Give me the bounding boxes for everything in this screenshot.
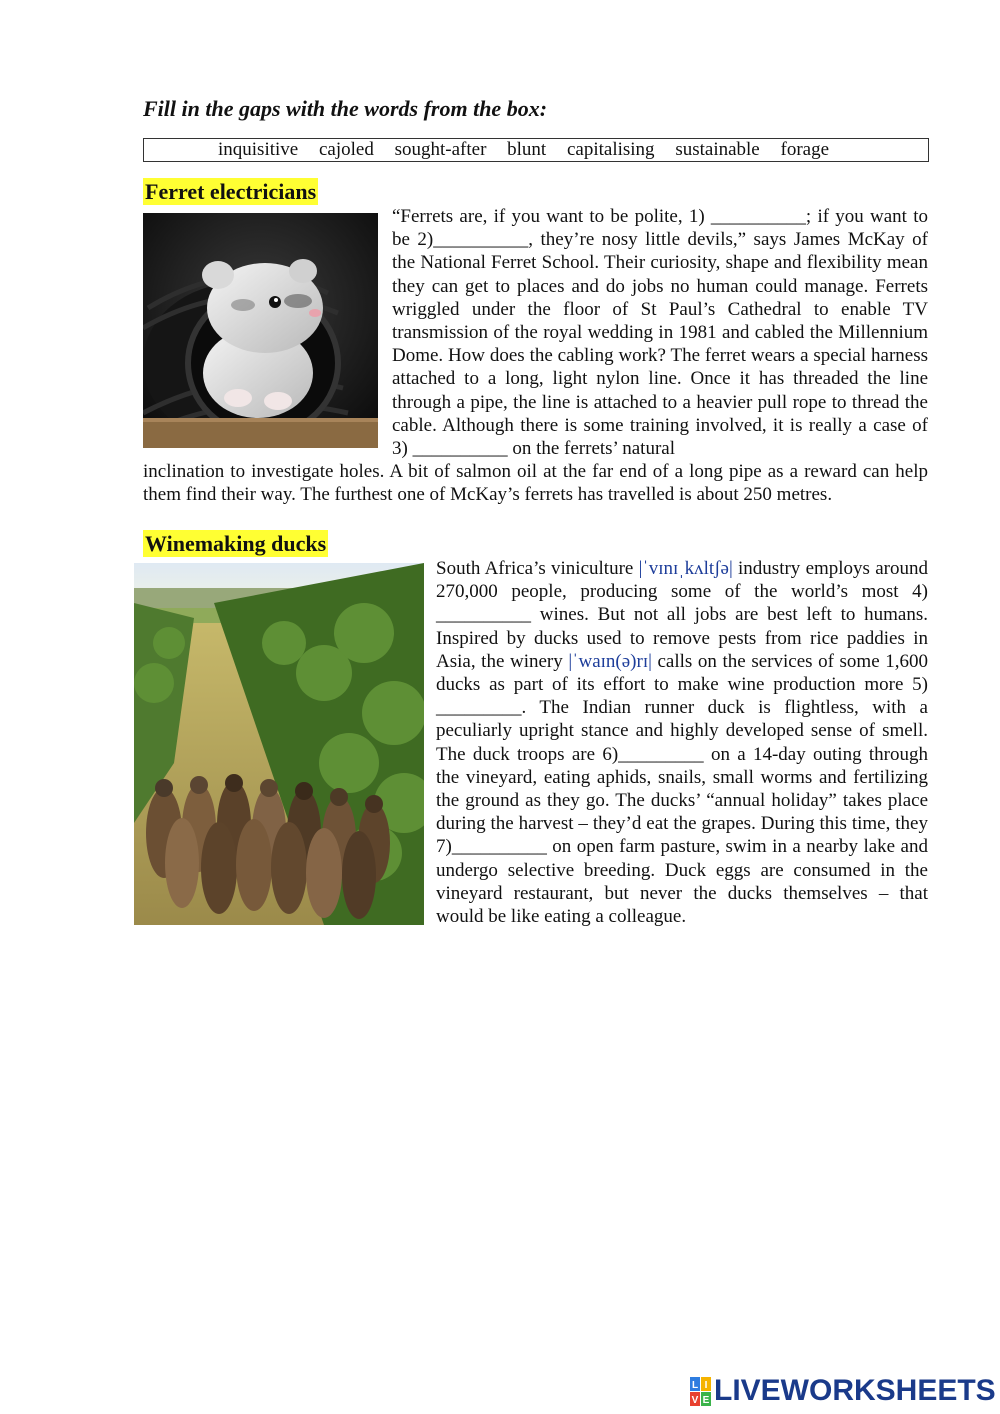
word-item: cajoled xyxy=(318,139,374,160)
ferret-paragraph-wrapped: “Ferrets are, if you want to be polite, 1) __________; if you want to be 2)__________, they’re nosy little devils,” says James McKay of the National Ferret School. Their curiosity, shape and flexibility mean they can get to places and do jobs no human could manage. Ferrets wriggled under the floor of St Paul’s Cathedral to enable TV transmission of the royal wedding in 1981 and cabled the Millennium Dome. How does the cabling work? The ferret wears a special harness attached to a long, light nylon line. Once it has threaded the line through a pipe, the line is attached to a heavier pull rope to thread the cable. Although there is some training involved, it is really a case of 3) __________ on the ferrets’ natural xyxy=(392,206,928,460)
section-heading-ferret: Ferret electricians xyxy=(145,179,317,204)
word-item: forage xyxy=(780,139,830,160)
ducks-text-part-a: South Africa’s viniculture xyxy=(436,558,639,579)
word-box xyxy=(143,138,929,162)
liveworksheets-logo xyxy=(690,1374,996,1408)
word-item: capitalising xyxy=(566,139,655,160)
word-item: inquisitive xyxy=(218,139,299,160)
badge-letter: L xyxy=(691,1380,699,1392)
section-heading-ducks: Winemaking ducks xyxy=(145,531,327,556)
badge-letter: V xyxy=(691,1395,699,1407)
word-list xyxy=(218,139,845,161)
ducks-text-part-c: calls on the services of some 1,600 ducks as part of its effort to make wine production more 5) _________. The Indian runner duck is flightless, with a peculiarly upright stance and highly developed sense of smell. The duck troops are 6)_________ on a 14-day outing through the vineyard, eating aphids, snails, small worms and fertilizing the ground as they go. The ducks’ “annual holiday” takes place during the harvest – they’d eat the grapes. During this time, they 7)__________ on open farm pasture, swim in a nearby lake and undergo selective breeding. Duck eggs are consumed in the vineyard restaurant, but never the ducks themselves – that would be like eating a colleague. xyxy=(436,650,928,928)
word-item: sought-after xyxy=(394,139,487,160)
ferret-illustration xyxy=(143,213,378,448)
phonetic-viniculture: |ˈvɪnɪˌkʌltʃə| xyxy=(638,558,733,579)
ferret-paragraph-full: inclination to investigate holes. A bit of salmon oil at the far end of a long pipe as a reward can help them find their way. The furthest one of McKay’s ferrets has travelled is about 250 metres. xyxy=(143,461,928,506)
ducks-photo xyxy=(134,563,424,925)
logo-text: LIVEWORKSHEETS xyxy=(714,1374,996,1407)
word-item: sustainable xyxy=(675,139,760,160)
instruction-heading: Fill in the gaps with the words from the box: xyxy=(143,96,548,121)
phonetic-winery: |ˈwaɪn(ə)rɪ| xyxy=(568,650,652,672)
badge-letter: E xyxy=(702,1395,710,1407)
ducks-paragraph xyxy=(436,557,928,928)
ferret-photo xyxy=(143,213,378,448)
logo-badge-icon xyxy=(690,1377,712,1407)
word-item: blunt xyxy=(507,139,547,160)
badge-letter: I xyxy=(704,1380,708,1392)
ducks-text-part-b: industry employs around 270,000 people, producing some of the world’s most 4) __________ wines. But not all jobs are best left to humans. Inspired by ducks used to remove pests from rice paddies in Asia, the winery xyxy=(436,558,928,672)
ducks-illustration xyxy=(134,563,424,925)
